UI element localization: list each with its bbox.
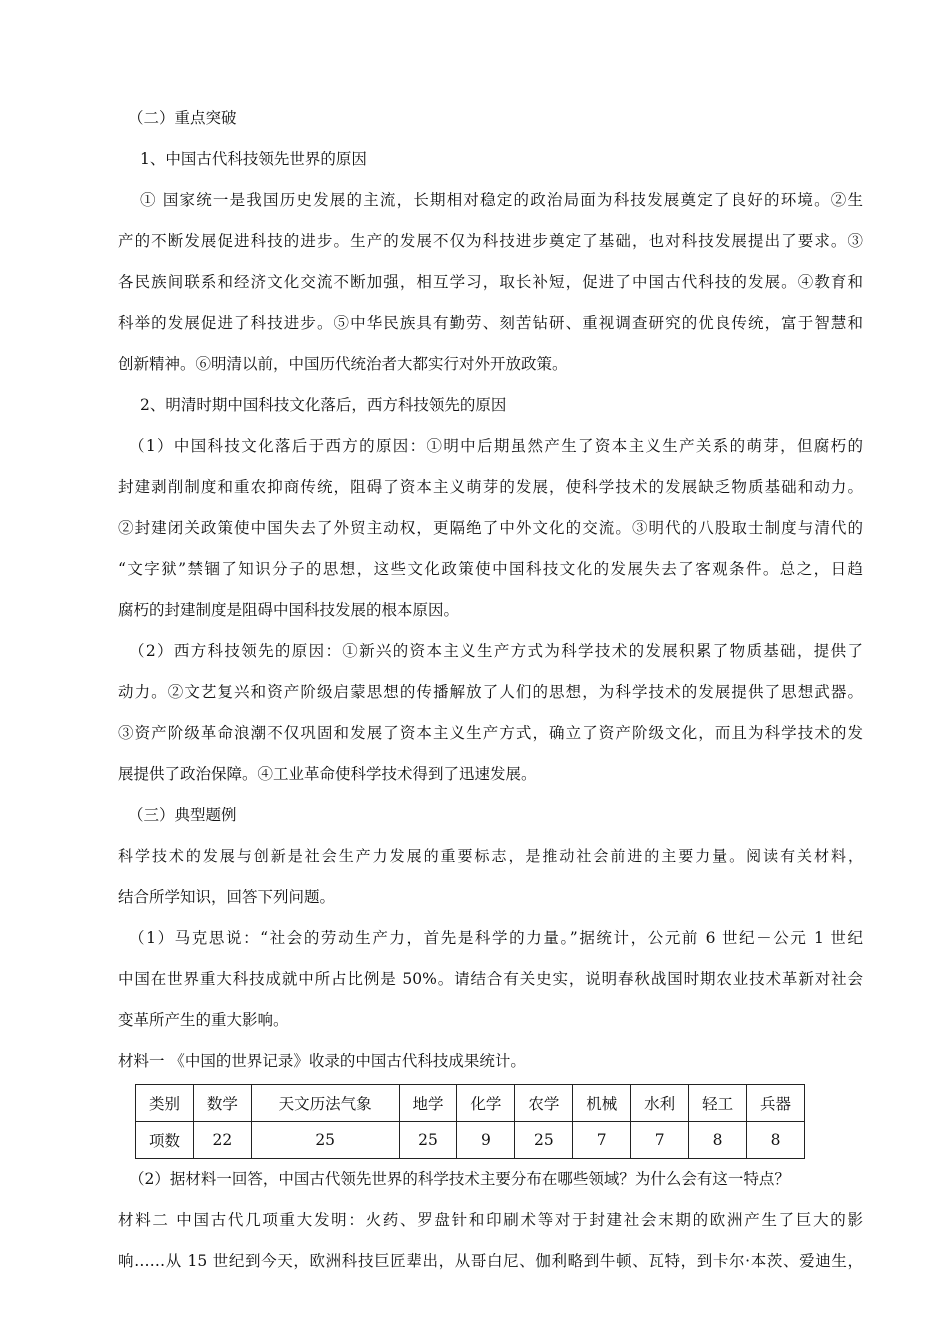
section-heading-key-points: （二）重点突破 bbox=[128, 109, 237, 127]
paragraph-line: 产的不断发展促进科技的进步。生产的发展不仅为科技进步奠定了基础，也对科技发展提出了要求。③ bbox=[118, 232, 863, 250]
paragraph-line: 腐朽的封建制度是阻碍中国科技发展的根本原因。 bbox=[118, 601, 460, 619]
paragraph-line: 中国在世界重大科技成就中所占比例是 50%。请结合有关史实，说明春秋战国时期农业技术革新对社会 bbox=[118, 970, 863, 988]
table-cell: 22 bbox=[193, 1122, 251, 1159]
question-intro bbox=[118, 836, 863, 918]
paragraph-line: 创新精神。⑥明清以前，中国历代统治者大都实行对外开放政策。 bbox=[118, 355, 568, 373]
table-cell: 8 bbox=[747, 1122, 805, 1159]
paragraph-line: 结合所学知识，回答下列问题。 bbox=[118, 888, 336, 906]
paragraph-line: 变革所产生的重大影响。 bbox=[118, 1011, 289, 1029]
point2-title: 2、明清时期中国科技文化落后，西方科技领先的原因 bbox=[140, 396, 507, 414]
paragraph-line: 各民族间联系和经济文化交流不断加强，相互学习，取长补短，促进了中国古代科技的发展。④教育和 bbox=[118, 273, 863, 291]
table-cell: 机械 bbox=[573, 1085, 631, 1122]
paragraph-line: （2）西方科技领先的原因：①新兴的资本主义生产方式为科学技术的发展积累了物质基础，提供了 bbox=[129, 642, 863, 660]
table-cell: 化学 bbox=[457, 1085, 515, 1122]
paragraph-line: 展提供了政治保障。④工业革命使科学技术得到了迅速发展。 bbox=[118, 765, 537, 783]
paragraph-line: 科举的发展促进了科技进步。⑤中华民族具有勤劳、刻苦钻研、重视调查研究的优良传统，富于智慧和 bbox=[118, 314, 863, 332]
paragraph-line: （1）中国科技文化落后于西方的原因：①明中后期虽然产生了资本主义生产关系的萌芽，但腐朽的 bbox=[129, 437, 863, 455]
table-cell: 25 bbox=[515, 1122, 573, 1159]
paragraph-line: “文字狱”禁锢了知识分子的思想，这些文化政策使中国科技文化的发展失去了客观条件。总之，日趋 bbox=[118, 560, 863, 578]
table-cell: 地学 bbox=[399, 1085, 457, 1122]
table-header-row bbox=[136, 1085, 805, 1122]
table-cell: 25 bbox=[399, 1122, 457, 1159]
material1-caption: 材料一 《中国的世界记录》收录的中国古代科技成果统计。 bbox=[118, 1052, 526, 1070]
paragraph-line: 响……从 15 世纪到今天，欧洲科技巨匠辈出，从哥白尼、伽利略到牛顿、瓦特，到卡尔·本茨、爱迪生， bbox=[118, 1252, 863, 1270]
table-cell: 9 bbox=[457, 1122, 515, 1159]
material2-paragraph bbox=[118, 1200, 863, 1282]
point2a-paragraph bbox=[118, 426, 863, 631]
question-2: （2）据材料一回答，中国古代领先世界的科学技术主要分布在哪些领域？为什么会有这一特点？ bbox=[129, 1170, 790, 1188]
table-cell: 类别 bbox=[136, 1085, 194, 1122]
table-cell: 轻工 bbox=[689, 1085, 747, 1122]
point2b-paragraph bbox=[118, 631, 863, 795]
paragraph-line: ②封建闭关政策使中国失去了外贸主动权，更隔绝了中外文化的交流。③明代的八股取士制度与清代的 bbox=[118, 519, 863, 537]
point1-paragraph bbox=[118, 180, 863, 385]
table-cell: 兵器 bbox=[747, 1085, 805, 1122]
paragraph-line: ① 国家统一是我国历史发展的主流，长期相对稳定的政治局面为科技发展奠定了良好的环境。②生 bbox=[140, 191, 863, 209]
table-row bbox=[136, 1122, 805, 1159]
table-cell: 水利 bbox=[631, 1085, 689, 1122]
table-cell: 25 bbox=[251, 1122, 399, 1159]
table-cell: 农学 bbox=[515, 1085, 573, 1122]
section-heading-typical-examples: （三）典型题例 bbox=[128, 806, 237, 824]
document-body bbox=[118, 98, 863, 1282]
tech-achievements-table bbox=[135, 1084, 805, 1159]
table-cell: 8 bbox=[689, 1122, 747, 1159]
paragraph-line: 封建剥削制度和重农抑商传统，阻碍了资本主义萌芽的发展，使科学技术的发展缺乏物质基础和动力。 bbox=[118, 478, 863, 496]
table-cell: 天文历法气象 bbox=[251, 1085, 399, 1122]
point1-title: 1、中国古代科技领先世界的原因 bbox=[140, 150, 367, 168]
table-cell: 7 bbox=[631, 1122, 689, 1159]
table-cell: 7 bbox=[573, 1122, 631, 1159]
table-cell: 数学 bbox=[193, 1085, 251, 1122]
paragraph-line: （1）马克思说：“社会的劳动生产力，首先是科学的力量。”据统计，公元前 6 世纪－公元 1 世纪 bbox=[129, 929, 863, 947]
paragraph-line: 动力。②文艺复兴和资产阶级启蒙思想的传播解放了人们的思想，为科学技术的发展提供了思想武器。 bbox=[118, 683, 863, 701]
paragraph-line: 材料二 中国古代几项重大发明：火药、罗盘针和印刷术等对于封建社会末期的欧洲产生了巨大的影 bbox=[118, 1211, 863, 1229]
paragraph-line: ③资产阶级革命浪潮不仅巩固和发展了资本主义生产方式，确立了资产阶级文化，而且为科学技术的发 bbox=[118, 724, 863, 742]
paragraph-line: 科学技术的发展与创新是社会生产力发展的重要标志，是推动社会前进的主要力量。阅读有关材料， bbox=[118, 847, 863, 865]
question-1 bbox=[118, 918, 863, 1041]
table-cell: 项数 bbox=[136, 1122, 194, 1159]
